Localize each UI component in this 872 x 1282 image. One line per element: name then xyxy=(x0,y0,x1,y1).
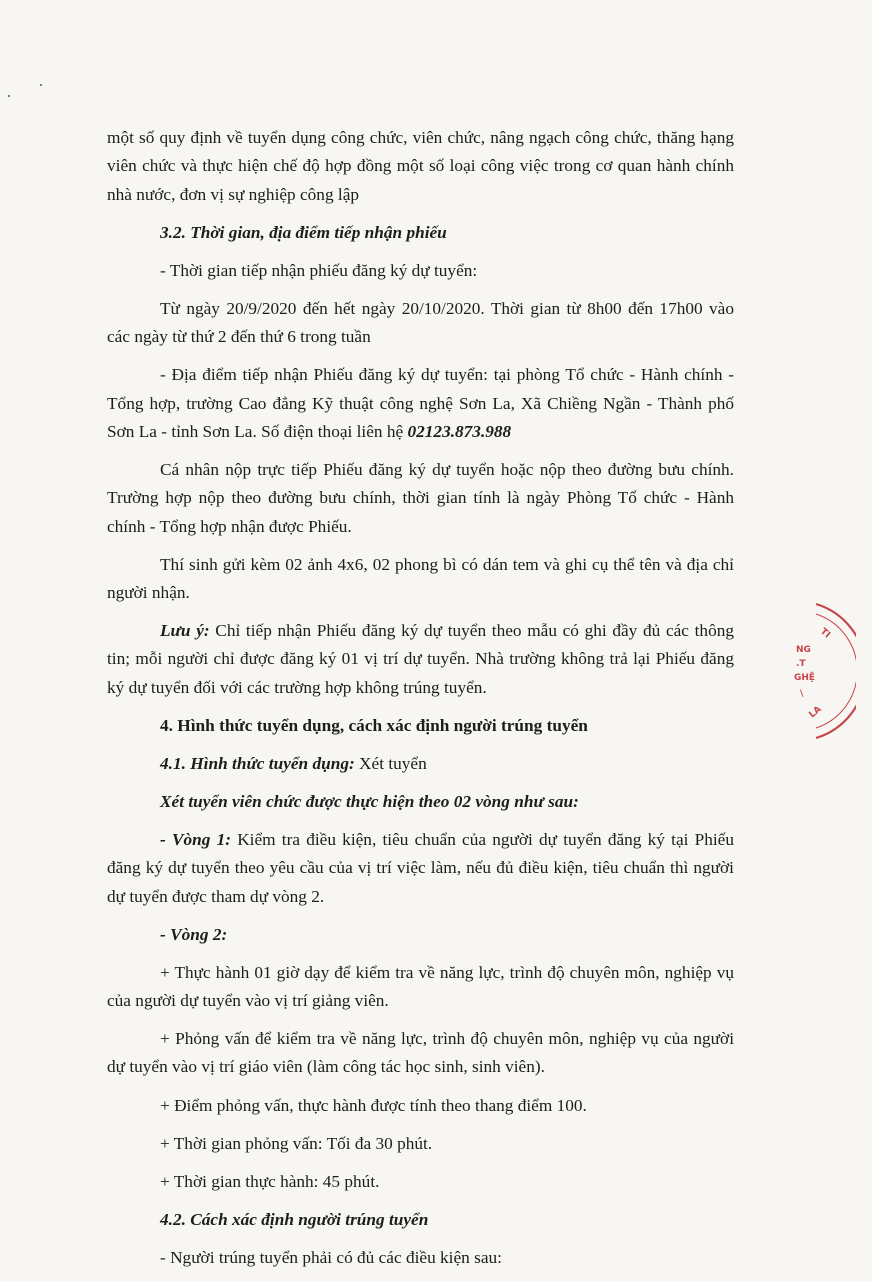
list-item: + Thời gian phỏng vấn: Tối đa 30 phút. xyxy=(160,1133,433,1153)
section-heading-4: 4. Hình thức tuyển dụng, cách xác định người trúng tuyển xyxy=(160,715,588,735)
svg-text:.T: .T xyxy=(796,659,806,669)
paragraph: Từ ngày 20/9/2020 đến hết ngày 20/10/2020. Thời gian từ 8h00 đến 17h00 vào các ngày từ thứ 2 đến thứ 6 trong tuần xyxy=(107,298,734,347)
round-text: Kiểm tra điều kiện, tiêu chuẩn của người dự tuyển đăng ký tại Phiếu đăng ký dự tuyển theo yêu cầu của vị trí việc làm, nếu đủ điều kiện, tiêu chuẩn thì người dự tuyển được tham dự vòng 2. xyxy=(107,830,734,906)
section-heading-4-2: 4.2. Cách xác định người trúng tuyển xyxy=(160,1209,429,1229)
paragraph xyxy=(107,826,734,911)
paragraph xyxy=(107,361,734,446)
note-text: Chỉ tiếp nhận Phiếu đăng ký dự tuyển theo mẫu có ghi đầy đủ các thông tin; mỗi người chỉ được đăng ký 01 vị trí dự tuyển. Nhà trường không trả lại Phiếu đăng ký dự tuyển đối với các trường hợp không trúng tuyển. xyxy=(107,621,734,697)
round-label: - Vòng 1: xyxy=(160,830,231,849)
section-heading-4-1 xyxy=(107,750,734,778)
paragraph: Xét tuyển viên chức được thực hiện theo 02 vòng như sau: xyxy=(160,791,579,811)
list-item: + Thực hành 01 giờ dạy để kiểm tra về năng lực, trình độ chuyên môn, nghiệp vụ của người dự tuyển vào vị trí giảng viên. xyxy=(107,962,734,1011)
location-text: - Địa điểm tiếp nhận Phiếu đăng ký dự tuyển: tại phòng Tổ chức - Hành chính - Tổng hợp, trường Cao đẳng Kỹ thuật công nghệ Sơn La, Xã Chiềng Ngần - Thành phố Sơn La - tỉnh Sơn La. Số điện thoại liên hệ xyxy=(107,365,734,441)
red-seal-stamp-fragment xyxy=(776,596,856,746)
document-body xyxy=(107,124,734,1282)
svg-text:TI: TI xyxy=(818,626,832,641)
heading-value: Xét tuyển xyxy=(354,753,427,773)
paragraph: - Thời gian tiếp nhận phiếu đăng ký dự tuyển: xyxy=(160,260,478,280)
list-item: + Phỏng vấn để kiểm tra về năng lực, trình độ chuyên môn, nghiệp vụ của người dự tuyển vào vị trí giáo viên (làm công tác học sinh, sinh viên). xyxy=(107,1029,734,1077)
paragraph: Cá nhân nộp trực tiếp Phiếu đăng ký dự tuyển hoặc nộp theo đường bưu chính. Trường hợp nộp theo đường bưu chính, thời gian tính là ngày Phòng Tổ chức - Hành chính - Tổng hợp nhận được Phiếu. xyxy=(107,459,734,536)
svg-text:GHỆ: GHỆ xyxy=(794,673,816,683)
paragraph xyxy=(107,617,734,702)
paragraph: Thí sinh gửi kèm 02 ảnh 4x6, 02 phong bì có dán tem và ghi cụ thể tên và địa chỉ người nhận. xyxy=(107,554,734,602)
list-item: + Thời gian thực hành: 45 phút. xyxy=(160,1171,380,1191)
paragraph: - Người trúng tuyển phải có đủ các điều kiện sau: xyxy=(160,1247,502,1267)
svg-text:NG: NG xyxy=(796,645,811,655)
section-heading-3-2: 3.2. Thời gian, địa điểm tiếp nhận phiếu xyxy=(160,222,447,242)
scan-speck xyxy=(40,84,42,86)
note-label: Lưu ý: xyxy=(160,621,210,641)
scan-speck xyxy=(8,95,10,97)
svg-text:\: \ xyxy=(800,689,804,699)
svg-text:LA: LA xyxy=(807,704,824,721)
phone-number: 02123.873.988 xyxy=(407,421,512,441)
paragraph: một số quy định về tuyển dụng công chức, viên chức, nâng ngạch công chức, thăng hạng viên chức và thực hiện chế độ hợp đồng một số loại công việc trong cơ quan hành chính nhà nước, đơn vị sự nghiệp công lập xyxy=(107,128,734,204)
heading-label: 4.1. Hình thức tuyển dụng: xyxy=(160,753,355,773)
round-2-label: - Vòng 2: xyxy=(160,924,228,944)
list-item: + Điểm phỏng vấn, thực hành được tính theo thang điểm 100. xyxy=(160,1095,587,1115)
